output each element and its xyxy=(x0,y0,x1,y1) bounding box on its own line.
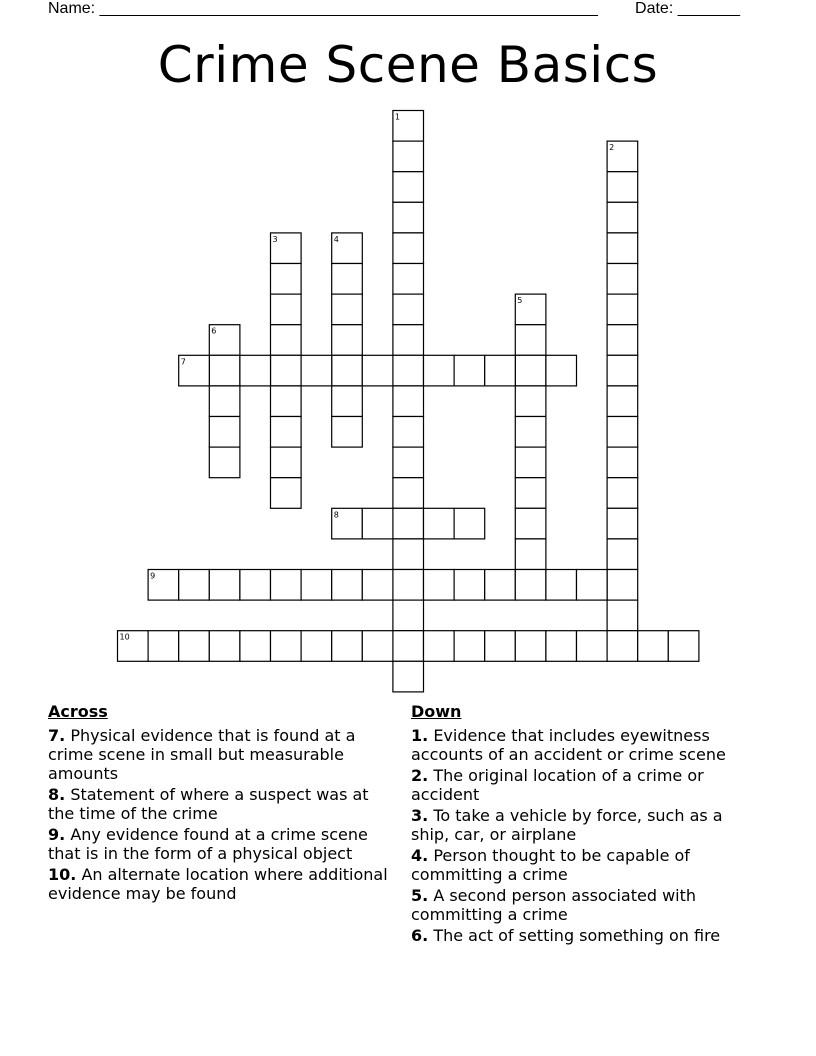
grid-cell[interactable] xyxy=(362,508,393,539)
grid-cell[interactable] xyxy=(209,447,240,478)
clue-list-down xyxy=(411,726,756,945)
grid-cell[interactable] xyxy=(515,325,546,356)
grid-cell[interactable] xyxy=(607,539,638,570)
grid-cell[interactable] xyxy=(332,570,363,601)
grid-cell[interactable] xyxy=(607,447,638,478)
clue-text: Evidence that includes eyewitness accounts of an accident or crime scene xyxy=(411,726,726,764)
down-heading: Down xyxy=(411,702,462,721)
grid-cell[interactable] xyxy=(393,355,424,386)
clue-10-across xyxy=(48,865,388,903)
down-clues xyxy=(411,702,756,947)
clue-number-label: 7 xyxy=(180,357,186,367)
grid-cell[interactable] xyxy=(424,508,455,539)
grid-cell[interactable] xyxy=(515,539,546,570)
clue-number-label: 1 xyxy=(394,112,400,122)
grid-cell[interactable] xyxy=(240,570,271,601)
grid-cell[interactable] xyxy=(148,570,179,601)
grid-cell[interactable] xyxy=(607,570,638,601)
grid-cell[interactable] xyxy=(515,294,546,325)
grid-cell[interactable] xyxy=(209,570,240,601)
clue-number: 5. xyxy=(411,886,429,905)
grid-cell[interactable] xyxy=(607,417,638,448)
grid-cell[interactable] xyxy=(393,172,424,203)
grid-cell[interactable] xyxy=(393,417,424,448)
grid-cell[interactable] xyxy=(577,631,608,662)
across-clues xyxy=(48,702,388,905)
grid-cell[interactable] xyxy=(271,478,302,509)
grid-cell[interactable] xyxy=(546,631,577,662)
grid-cell[interactable] xyxy=(362,355,393,386)
grid-cell[interactable] xyxy=(515,447,546,478)
grid-cell[interactable] xyxy=(271,417,302,448)
clue-text: The act of setting something on fire xyxy=(433,926,721,945)
grid-cell[interactable] xyxy=(240,631,271,662)
grid-cell[interactable] xyxy=(332,233,363,264)
clue-number-label: 3 xyxy=(272,234,278,244)
clue-4-down xyxy=(411,846,756,884)
grid-cell[interactable] xyxy=(332,417,363,448)
grid-cell[interactable] xyxy=(271,355,302,386)
clue-9-across xyxy=(48,825,388,863)
grid-cell[interactable] xyxy=(607,386,638,417)
grid-cell[interactable] xyxy=(393,264,424,295)
grid-cell[interactable] xyxy=(271,294,302,325)
clue-text: A second person associated with committing a crime xyxy=(411,886,697,924)
grid-cell[interactable] xyxy=(485,355,516,386)
grid-cell[interactable] xyxy=(148,631,179,662)
clue-number: 10. xyxy=(48,865,77,884)
grid-cell[interactable] xyxy=(209,355,240,386)
grid-cell[interactable] xyxy=(209,417,240,448)
grid-cell[interactable] xyxy=(271,264,302,295)
grid-cell[interactable] xyxy=(209,325,240,356)
grid-cell[interactable] xyxy=(515,508,546,539)
grid-cell[interactable] xyxy=(179,631,210,662)
grid-cell[interactable] xyxy=(271,631,302,662)
header xyxy=(48,0,740,20)
grid-cell[interactable] xyxy=(577,570,608,601)
grid-cell[interactable] xyxy=(454,355,485,386)
grid-cell[interactable] xyxy=(607,600,638,631)
grid-cell[interactable] xyxy=(393,325,424,356)
grid-cell[interactable] xyxy=(393,508,424,539)
grid-cell[interactable] xyxy=(454,631,485,662)
clue-number: 2. xyxy=(411,766,429,785)
grid-cell[interactable] xyxy=(271,570,302,601)
grid-cell[interactable] xyxy=(179,355,210,386)
grid-cell[interactable] xyxy=(424,355,455,386)
clue-3-down xyxy=(411,806,756,844)
grid-cell[interactable] xyxy=(240,355,271,386)
clue-number-label: 10 xyxy=(119,632,130,642)
grid-cell[interactable] xyxy=(271,325,302,356)
clue-number: 1. xyxy=(411,726,429,745)
clue-number-label: 2 xyxy=(609,143,615,153)
clue-text: Statement of where a suspect was at the time of the crime xyxy=(48,785,369,823)
grid-cell[interactable] xyxy=(607,478,638,509)
grid-cell[interactable] xyxy=(546,355,577,386)
clue-number: 8. xyxy=(48,785,66,804)
grid-cell[interactable] xyxy=(454,508,485,539)
grid-cell[interactable] xyxy=(607,233,638,264)
grid-cell[interactable] xyxy=(271,386,302,417)
grid-cell[interactable] xyxy=(393,478,424,509)
grid-cell[interactable] xyxy=(485,631,516,662)
grid-cell[interactable] xyxy=(424,570,455,601)
grid-cell[interactable] xyxy=(607,141,638,172)
grid-cell[interactable] xyxy=(515,355,546,386)
clue-text: Any evidence found at a crime scene that is in the form of a physical object xyxy=(48,825,368,863)
clue-number-label: 6 xyxy=(211,326,217,336)
grid-cell[interactable] xyxy=(546,570,577,601)
puzzle-title: Crime Scene Basics xyxy=(157,36,659,94)
clue-8-across xyxy=(48,785,388,823)
clue-1-down xyxy=(411,726,756,764)
clue-text: The original location of a crime or accident xyxy=(411,766,704,804)
grid-cell[interactable] xyxy=(393,447,424,478)
clue-list-across xyxy=(48,726,388,903)
grid-cell[interactable] xyxy=(271,447,302,478)
clue-number: 3. xyxy=(411,806,429,825)
clue-number-label: 4 xyxy=(333,234,339,244)
clue-5-down xyxy=(411,886,756,924)
grid-cell[interactable] xyxy=(271,233,302,264)
grid-cell[interactable] xyxy=(332,355,363,386)
grid-cell[interactable] xyxy=(515,631,546,662)
clue-number: 4. xyxy=(411,846,429,865)
name-field[interactable]: Name: ________________________________________________________ xyxy=(48,0,598,17)
grid-cell[interactable] xyxy=(301,570,332,601)
grid-cell[interactable] xyxy=(393,539,424,570)
grid-cell[interactable] xyxy=(515,417,546,448)
grid-cell[interactable] xyxy=(515,570,546,601)
clue-2-down xyxy=(411,766,756,804)
grid-cell[interactable] xyxy=(638,631,669,662)
grid-cell[interactable] xyxy=(607,264,638,295)
grid-cell[interactable] xyxy=(362,631,393,662)
grid-cell[interactable] xyxy=(393,386,424,417)
clue-number: 6. xyxy=(411,926,429,945)
grid-cell[interactable] xyxy=(209,631,240,662)
grid-cell[interactable] xyxy=(332,386,363,417)
date-field[interactable]: Date: _______ xyxy=(635,0,740,17)
grid-cell[interactable] xyxy=(668,631,699,662)
grid-cell[interactable] xyxy=(607,631,638,662)
grid-cell[interactable] xyxy=(301,631,332,662)
clue-text: To take a vehicle by force, such as a ship, car, or airplane xyxy=(411,806,723,844)
grid-cell[interactable] xyxy=(301,355,332,386)
grid-cell[interactable] xyxy=(118,631,149,662)
grid-cell[interactable] xyxy=(393,141,424,172)
across-heading: Across xyxy=(48,702,108,721)
grid-cell[interactable] xyxy=(515,478,546,509)
clue-text: An alternate location where additional evidence may be found xyxy=(48,865,388,903)
grid-cell[interactable] xyxy=(607,325,638,356)
grid-cell[interactable] xyxy=(607,294,638,325)
grid-cell[interactable] xyxy=(515,386,546,417)
clue-number: 9. xyxy=(48,825,66,844)
clue-7-across xyxy=(48,726,388,783)
grid-cell[interactable] xyxy=(607,202,638,233)
grid-cell[interactable] xyxy=(454,570,485,601)
grid-cell[interactable] xyxy=(607,508,638,539)
clue-number: 7. xyxy=(48,726,66,745)
clue-number-label: 9 xyxy=(150,571,156,581)
grid-cell[interactable] xyxy=(332,325,363,356)
grid-cell[interactable] xyxy=(485,570,516,601)
grid-cell[interactable] xyxy=(393,661,424,692)
grid-cell[interactable] xyxy=(393,294,424,325)
grid-cell[interactable] xyxy=(424,631,455,662)
clue-text: Person thought to be capable of committing a crime xyxy=(411,846,690,884)
grid-cell[interactable] xyxy=(179,570,210,601)
grid-cell[interactable] xyxy=(393,631,424,662)
grid-cell[interactable] xyxy=(332,294,363,325)
grid-cell[interactable] xyxy=(332,264,363,295)
clue-text: Physical evidence that is found at a crime scene in small but measurable amounts xyxy=(48,726,356,783)
grid-cell[interactable] xyxy=(607,172,638,203)
grid-cell[interactable] xyxy=(393,202,424,233)
grid-cell[interactable] xyxy=(607,355,638,386)
grid-cell[interactable] xyxy=(362,570,393,601)
grid-cell[interactable] xyxy=(393,233,424,264)
grid-cell[interactable] xyxy=(393,111,424,142)
clue-6-down xyxy=(411,926,756,945)
grid-cell[interactable] xyxy=(209,386,240,417)
grid-cell[interactable] xyxy=(393,570,424,601)
clue-number-label: 8 xyxy=(333,510,339,520)
grid-cell[interactable] xyxy=(332,508,363,539)
grid-cell[interactable] xyxy=(332,631,363,662)
grid-cell[interactable] xyxy=(393,600,424,631)
clue-number-label: 5 xyxy=(517,296,523,306)
